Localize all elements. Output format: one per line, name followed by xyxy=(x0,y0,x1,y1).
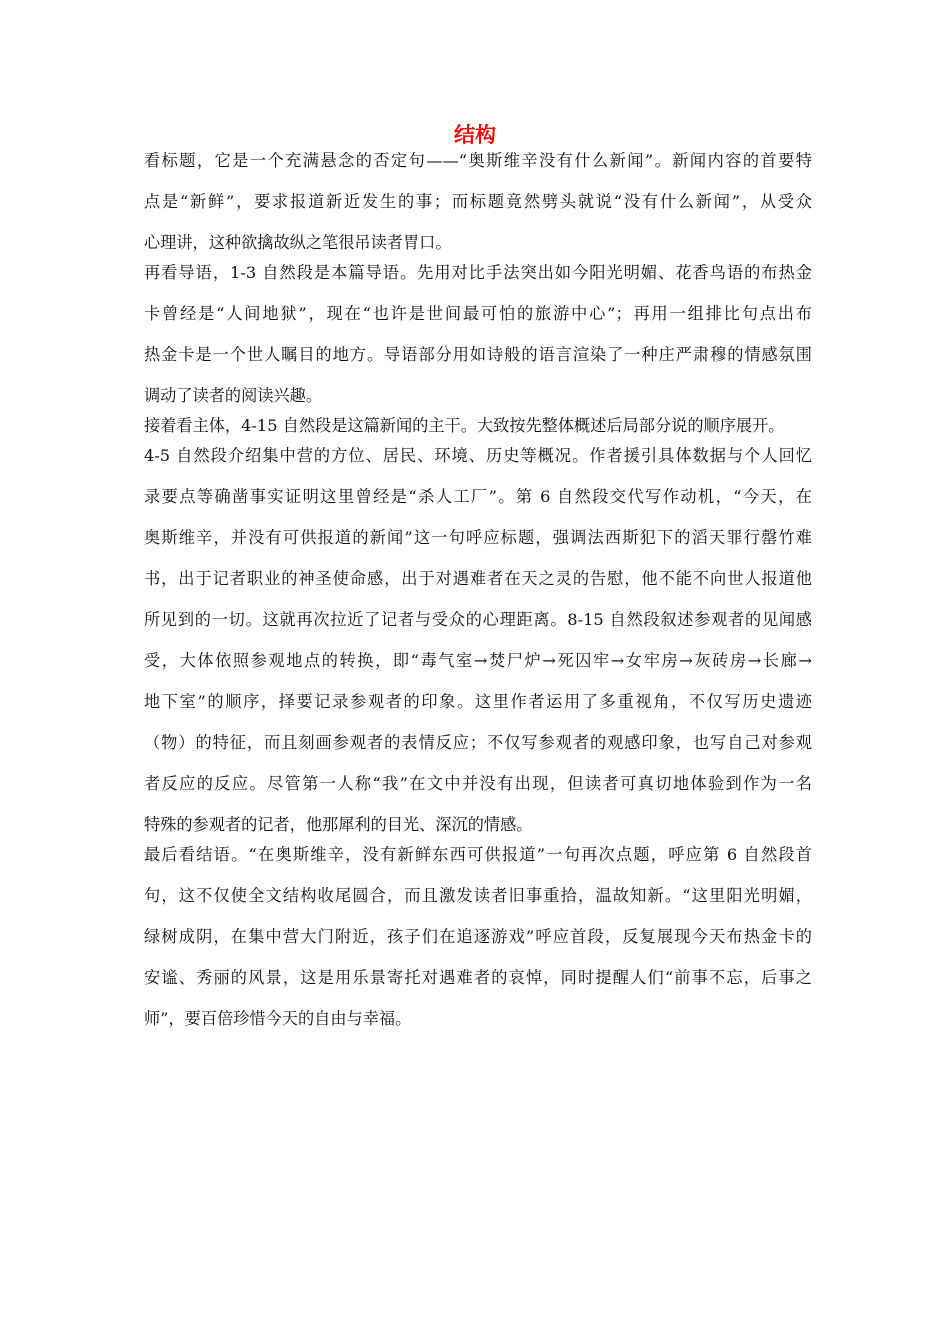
text-line: （物）的特征，而且刻画参观者的表情反应；不仅写参观者的观感印象，也写自己对参观 xyxy=(144,733,812,752)
text-line: 点是“新鲜”，要求报道新近发生的事；而标题竟然劈头就说“没有什么新闻”，从受众 xyxy=(144,192,812,211)
document-body xyxy=(144,146,812,1034)
text-line: 热金卡是一个世人瞩目的地方。导语部分用如诗般的语言渲染了一种庄严肃穆的情感氛围 xyxy=(144,345,812,364)
text-line: 地下室”的顺序，择要记录参观者的印象。这里作者运用了多重视角，不仅写历史遗迹 xyxy=(144,692,812,711)
text-line: 奥斯维辛，并没有可供报道的新闻”这一句呼应标题，强调法西斯犯下的滔天罪行罄竹难 xyxy=(144,528,812,547)
text-line: 书，出于记者职业的神圣使命感，出于对遇难者在天之灵的告慰，他不能不向世人报道他 xyxy=(144,569,812,588)
text-line: 师”，要百倍珍惜今天的自由与幸福。 xyxy=(144,1009,412,1028)
paragraph-title-analysis xyxy=(144,146,812,258)
text-line: 安谧、秀丽的风景，这是用乐景寄托对遇难者的哀悼，同时提醒人们“前事不忘，后事之 xyxy=(144,968,812,987)
text-line: 再看导语，1-3 自然段是本篇导语。先用对比手法突出如今阳光明媚、花香鸟语的布热金 xyxy=(144,263,812,282)
text-line: 最后看结语。“在奥斯维辛，没有新鲜东西可供报道”一句再次点题，呼应第 6 自然段首 xyxy=(144,845,812,864)
text-line: 受，大体依照参观地点的转换，即“毒气室→焚尸炉→死囚牢→女牢房→灰砖房→长廊→ xyxy=(144,651,812,670)
text-line: 接着看主体，4-15 自然段是这篇新闻的主干。大致按先整体概述后局部分说的顺序展开。 xyxy=(144,416,785,435)
paragraph-conclusion-analysis xyxy=(144,840,812,1034)
text-line: 者反应的反应。尽管第一人称“我”在文中并没有出现，但读者可真切地体验到作为一名 xyxy=(144,774,812,793)
document-title: 结构 xyxy=(454,123,496,147)
paragraph-lead-analysis xyxy=(144,258,812,411)
text-line: 心理讲，这种欲擒故纵之笔很吊读者胃口。 xyxy=(144,233,452,252)
text-line: 特殊的参观者的记者，他那犀利的目光、深沉的情感。 xyxy=(144,815,533,834)
text-line: 卡曾经是“人间地狱”，现在“也许是世间最可怕的旅游中心”；再用一组排比句点出布 xyxy=(144,304,812,323)
text-line: 所见到的一切。这就再次拉近了记者与受众的心理距离。8-15 自然段叙述参观者的见闻感 xyxy=(144,610,812,629)
paragraph-body-detail xyxy=(144,441,812,840)
text-line: 看标题，它是一个充满悬念的否定句——“奥斯维辛没有什么新闻”。新闻内容的首要特 xyxy=(144,151,812,170)
text-line: 调动了读者的阅读兴趣。 xyxy=(144,386,323,405)
text-line: 绿树成阴，在集中营大门附近，孩子们在追逐游戏”呼应首段，反复展现今天布热金卡的 xyxy=(144,927,812,946)
text-line: 录要点等确凿事实证明这里曾经是“杀人工厂”。第 6 自然段交代写作动机，“今天，在 xyxy=(144,487,812,506)
text-line: 4-5 自然段介绍集中营的方位、居民、环境、历史等概况。作者援引具体数据与个人回忆 xyxy=(144,446,812,465)
text-line: 句，这不仅使全文结构收尾圆合，而且激发读者旧事重拾，温故知新。“这里阳光明媚， xyxy=(144,886,812,905)
paragraph-body-intro xyxy=(144,411,812,441)
